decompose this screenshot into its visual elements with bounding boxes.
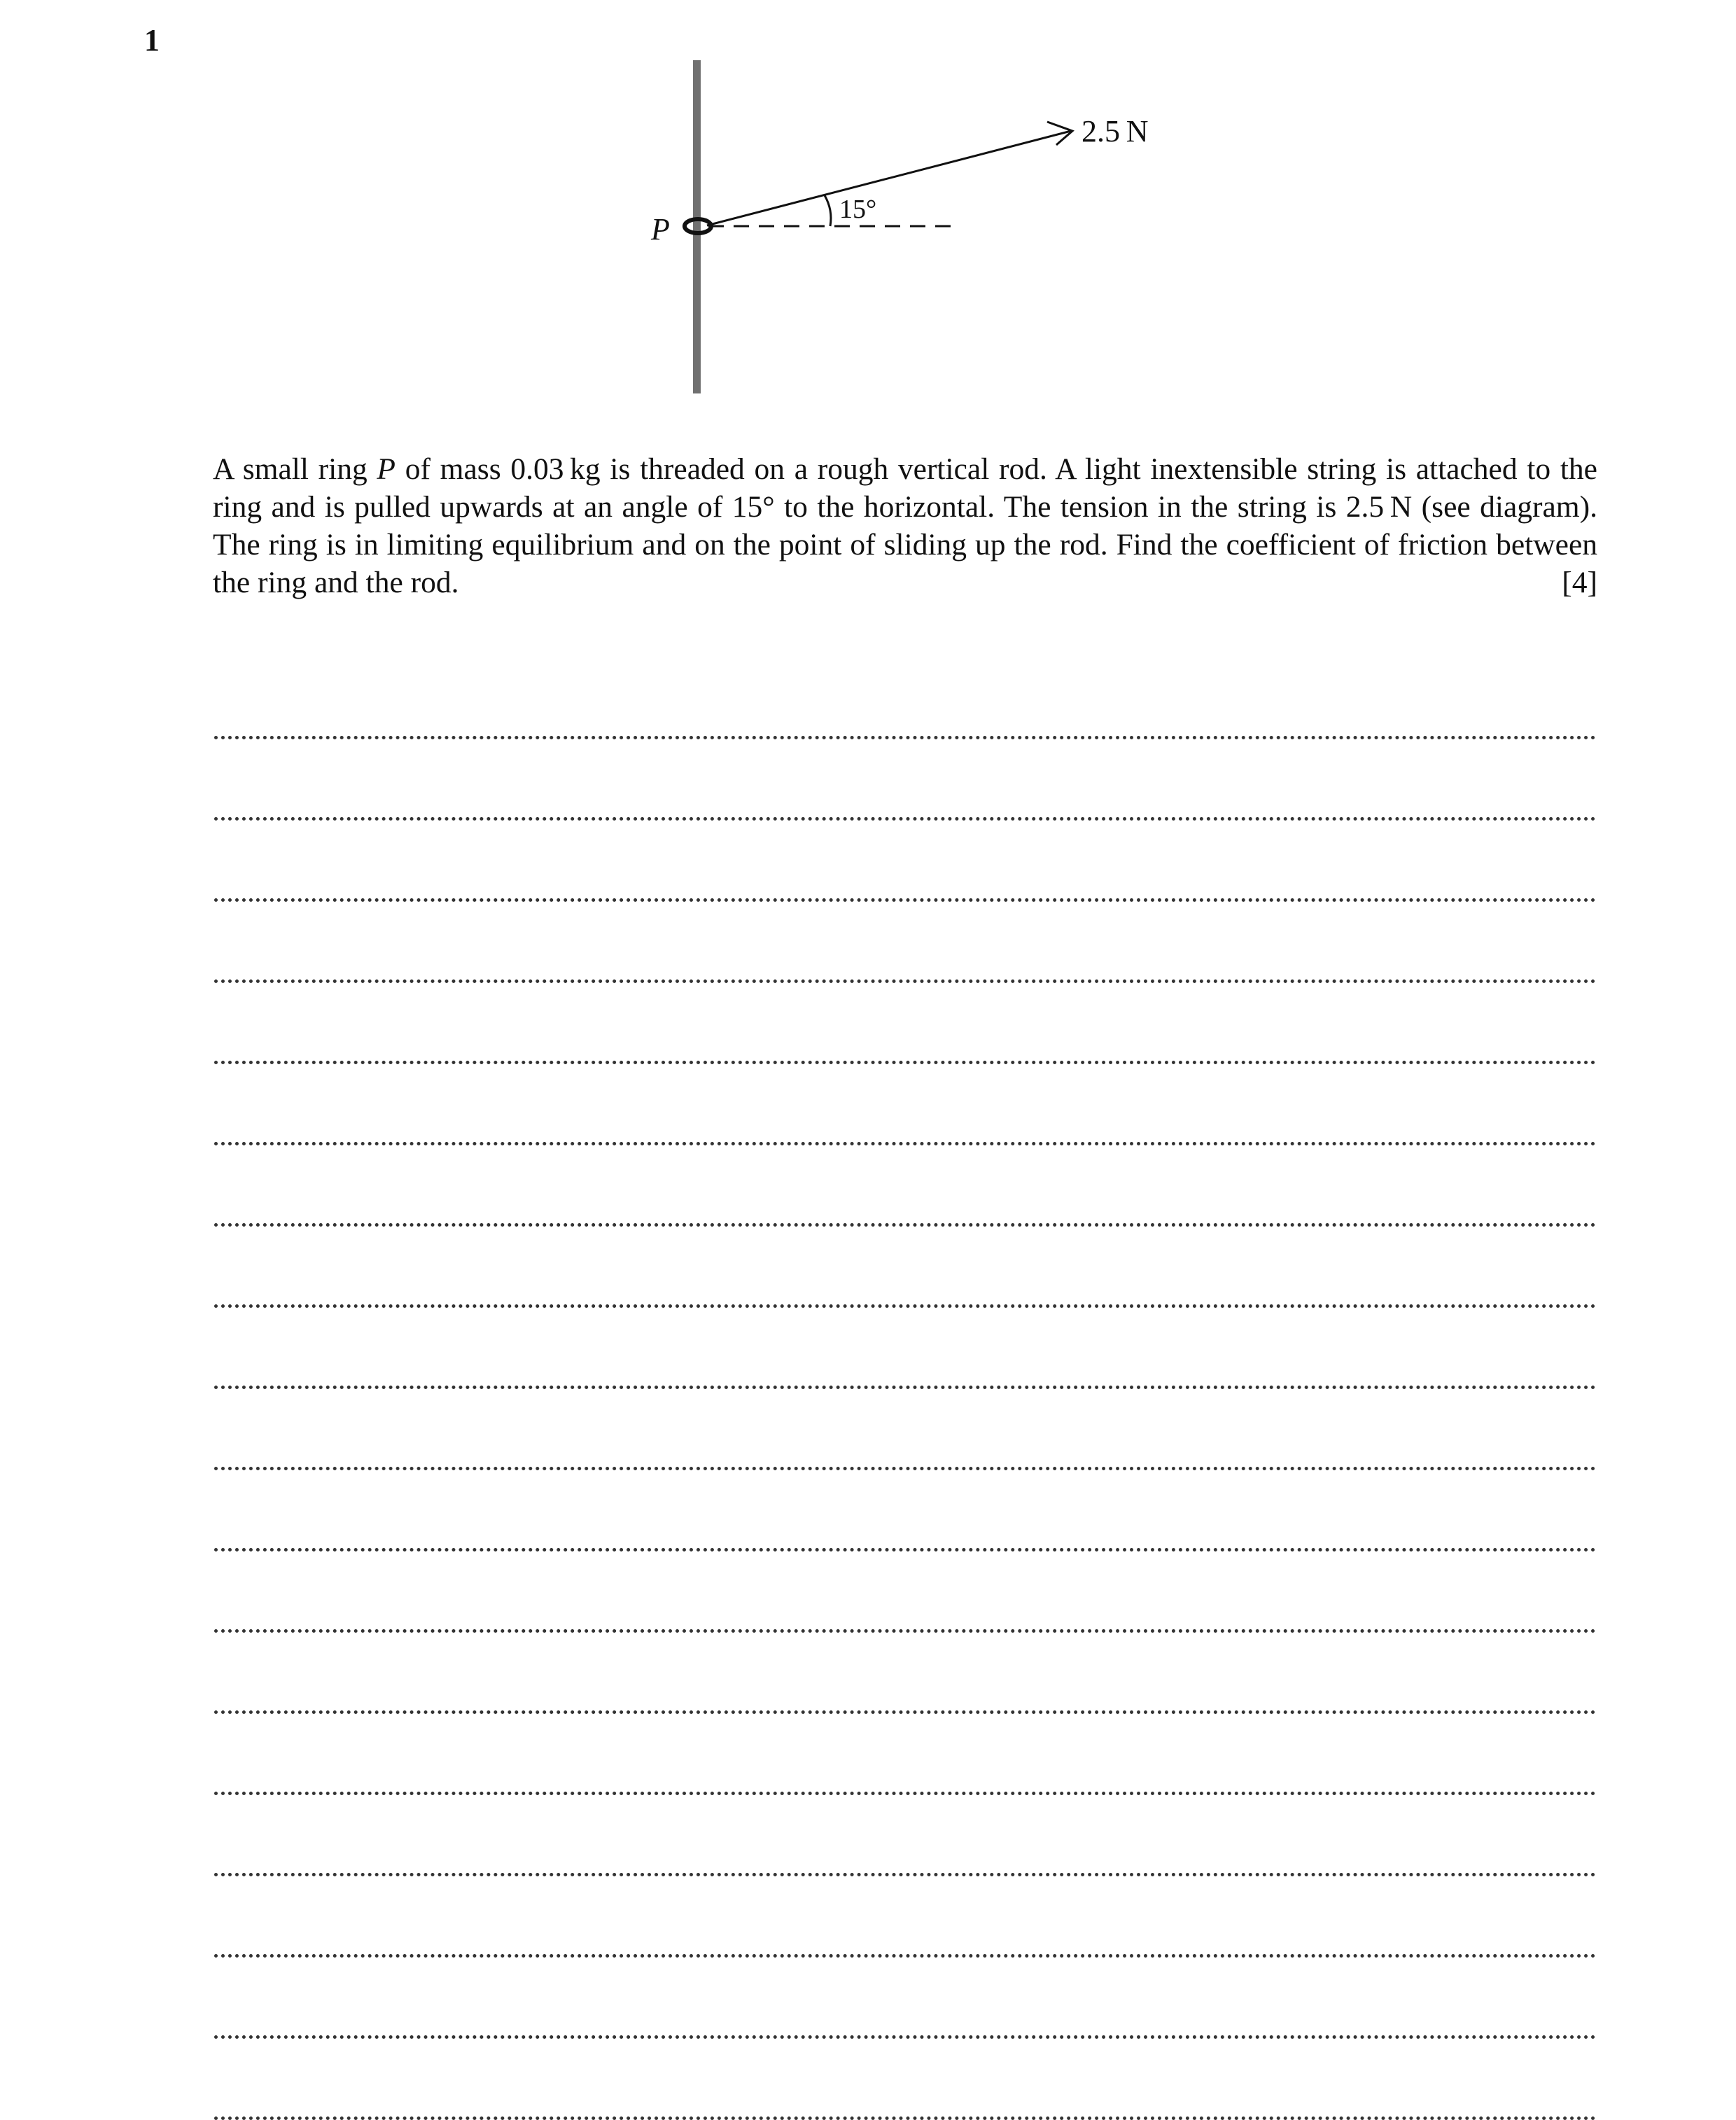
answer-line[interactable] <box>214 1308 1596 1389</box>
answer-area[interactable] <box>214 658 1596 2120</box>
marks-label: [4] <box>1562 566 1597 599</box>
vertical-rod <box>693 60 701 393</box>
force-label: 2.5 N <box>1082 114 1149 148</box>
answer-line[interactable] <box>214 1551 1596 1633</box>
angle-label: 15° <box>839 195 877 224</box>
answer-line[interactable] <box>214 658 1596 739</box>
answer-line[interactable] <box>214 1876 1596 1958</box>
string-line <box>707 131 1071 225</box>
answer-line[interactable] <box>214 739 1596 821</box>
question-number: 1 <box>144 23 160 57</box>
question-text-body: of mass 0.03 kg is threaded on a rough vertical rod. A light inextensible string is attached to the ring and is pulled upwards at an angle of 15° to the horizontal. The tension in the string is 2.5 N (see diagram). The ring is in limiting equilibrium and on the point of sliding up the rod. Find the coefficient of friction between the ring and the rod. <box>213 452 1597 599</box>
angle-arc <box>825 195 831 226</box>
answer-line[interactable] <box>214 821 1596 902</box>
answer-line[interactable] <box>214 1389 1596 1470</box>
force-diagram <box>0 0 1736 420</box>
answer-line[interactable] <box>214 1714 1596 1795</box>
answer-line[interactable] <box>214 1795 1596 1876</box>
answer-line[interactable] <box>214 1227 1596 1308</box>
question-text-start: A small ring <box>213 452 377 486</box>
answer-line[interactable] <box>214 1958 1596 2039</box>
answer-line[interactable] <box>214 1145 1596 1227</box>
answer-line[interactable] <box>214 1633 1596 1714</box>
ring-variable: P <box>377 452 396 486</box>
answer-line[interactable] <box>214 2039 1596 2120</box>
answer-line[interactable] <box>214 1470 1596 1551</box>
question-text <box>213 450 1597 601</box>
ring-label: P <box>651 212 670 246</box>
answer-line[interactable] <box>214 983 1596 1064</box>
answer-line[interactable] <box>214 1064 1596 1145</box>
answer-line[interactable] <box>214 902 1596 983</box>
